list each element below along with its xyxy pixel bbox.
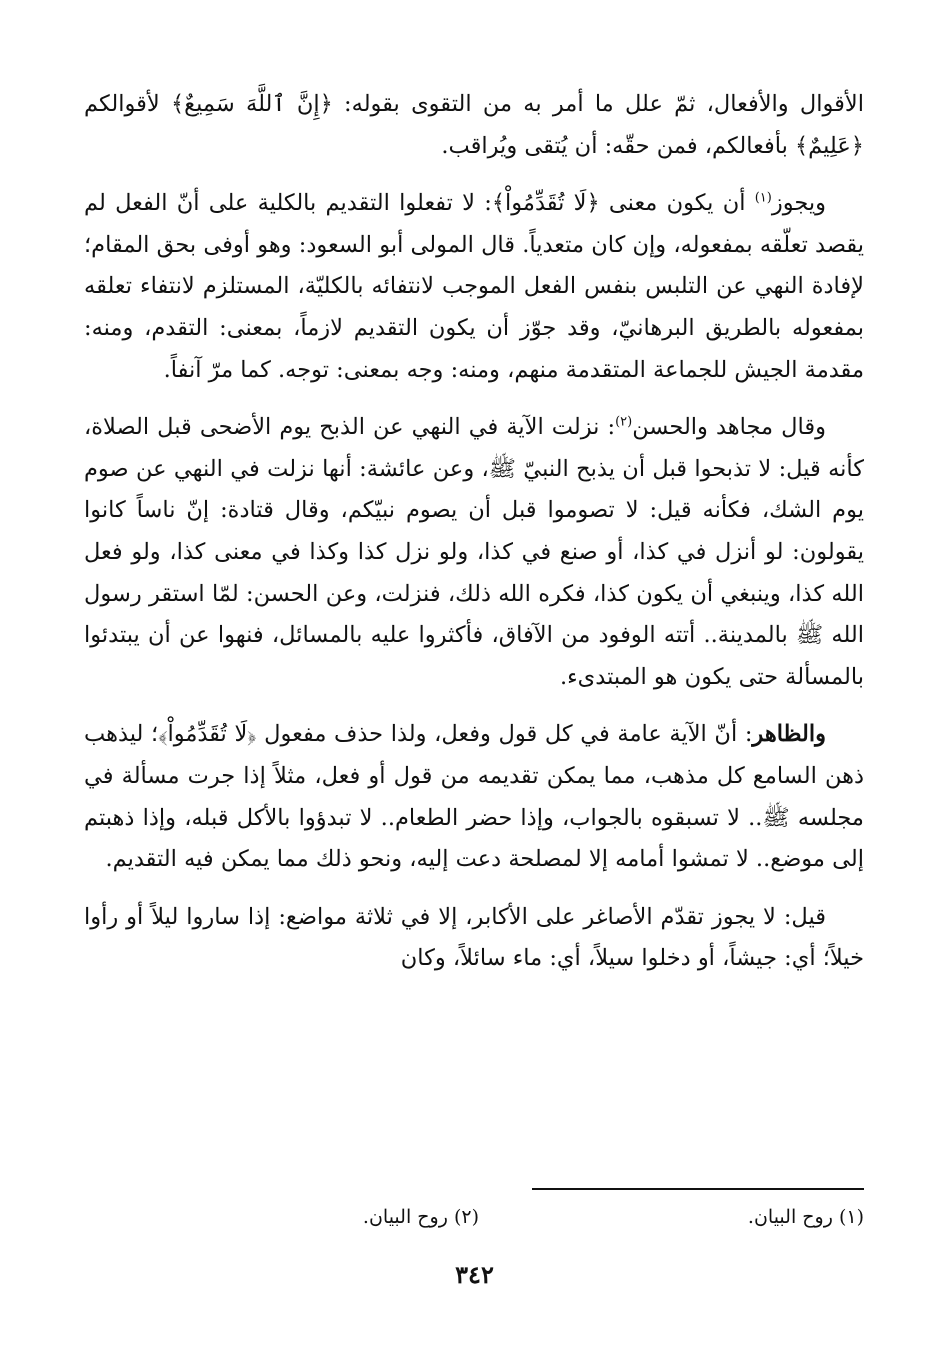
paragraph-4-body: : أنّ الآية عامة في كل قول وفعل، ولذا حذف مفعول ﴿لَا تُقَدِّمُواْ﴾؛ ليذهب ذهن السامع كل مذهب، مما يمكن تقديمه من قول أو فعل، مثلاً إذا جرت مسألة في مجلسه ﷺ.. لا تسبقوه بالجواب، وإذا حضر الطعام.. لا تبدؤوا بالأكل قبله، وإذا ذهبتم إلى موضع.. لا تمشوا أمامه إلا لمصلحة دعت إليه، ونحو ذلك مما يمكن فيه التقديم. <box>84 721 864 873</box>
paragraph-2-lead: ويجوز <box>771 190 826 217</box>
footnote-divider <box>532 1188 864 1190</box>
paragraph-3-lead: وقال مجاهد والحسن <box>632 414 826 441</box>
paragraph-5 <box>84 897 864 980</box>
paragraph-4-bold-lead: والظاهر <box>752 721 826 748</box>
footnote-2-text: روح البيان. <box>362 1206 448 1228</box>
paragraph-3-body: : نزلت الآية في النهي عن الذبح يوم الأضحى قبل الصلاة، كأنه قيل: لا تذبحوا قبل أن يذبح النبيّ ﷺ، وعن عائشة: أنها نزلت في النهي عن صوم يوم الشك، فكأنه قيل: لا تصوموا قبل أن يصوم نبيّكم، وقال قتادة: إنّ ناساً كانوا يقولون: لو أنزل في كذا، أو صنع في كذا، ولو نزل كذا وكذا في معنى كذا، ولو فعل الله كذا، وينبغي أن يكون كذا، فكره الله ذلك، فنزلت، وعن الحسن: لمّا استقر رسول الله ﷺ بالمدينة.. أتته الوفود من الآفاق، فأكثروا عليه بالمسائل، فنهوا عن أن يبتدئوا بالمسألة حتى يكون هو المبتدىء. <box>84 414 864 690</box>
paragraph-5-text: قيل: لا يجوز تقدّم الأصاغر على الأكابر، إلا في ثلاثة مواضع: إذا ساروا ليلاً أو رأوا خيلاً؛ أي: جيشاً، أو دخلوا سيلاً، أي: ماء سائلاً، وكان <box>84 903 864 972</box>
paragraph-2 <box>84 183 864 391</box>
footnote-1 <box>748 1206 864 1228</box>
paragraph-4 <box>84 714 864 880</box>
footnote-1-text: روح البيان. <box>747 1206 833 1228</box>
paragraph-3 <box>84 407 864 698</box>
page-number: ٣٤٢ <box>455 1260 494 1289</box>
footnote-2 <box>363 1206 479 1228</box>
paragraph-2-body: أن يكون معنى ﴿لَا تُقَدِّمُواْ﴾: لا تفعلوا التقديم بالكلية على أنّ الفعل لم يقصد تعلّقه بمفعوله، وإن كان متعدياً. قال المولى أبو السعود: وهو أوفى بحق المقام؛ لإفادة النهي عن التلبس بنفس الفعل الموجب لانتفائه بالكليّة، المستلزم لانتفاء تعلقه بمفعوله بالطريق البرهانيّ، وقد جوّز أن يكون التقديم لازماً، بمعنى: التقدم، ومنه: مقدمة الجيش للجماعة المتقدمة منهم، ومنه: وجه بمعنى: توجه. كما مرّ آنفاً. <box>84 190 864 383</box>
footnote-reference-2[interactable]: (٢) <box>615 414 633 430</box>
footnotes <box>84 1206 864 1236</box>
footnote-reference-1[interactable]: (١) <box>754 190 772 206</box>
main-text <box>84 84 864 996</box>
paragraph-1 <box>84 84 864 167</box>
footnote-1-number: (١) <box>838 1206 864 1228</box>
paragraph-1-text: الأقوال والأفعال، ثمّ علل ما أمر به من التقوى بقوله: ﴿إِنَّ ٱللَّهَ سَمِيعٌ﴾ لأقوالكم ﴿عَلِيمٌ﴾ بأفعالكم، فمن حقّه: أن يُتقى ويُراقب. <box>84 91 864 159</box>
footnote-2-number: (٢) <box>453 1206 479 1228</box>
